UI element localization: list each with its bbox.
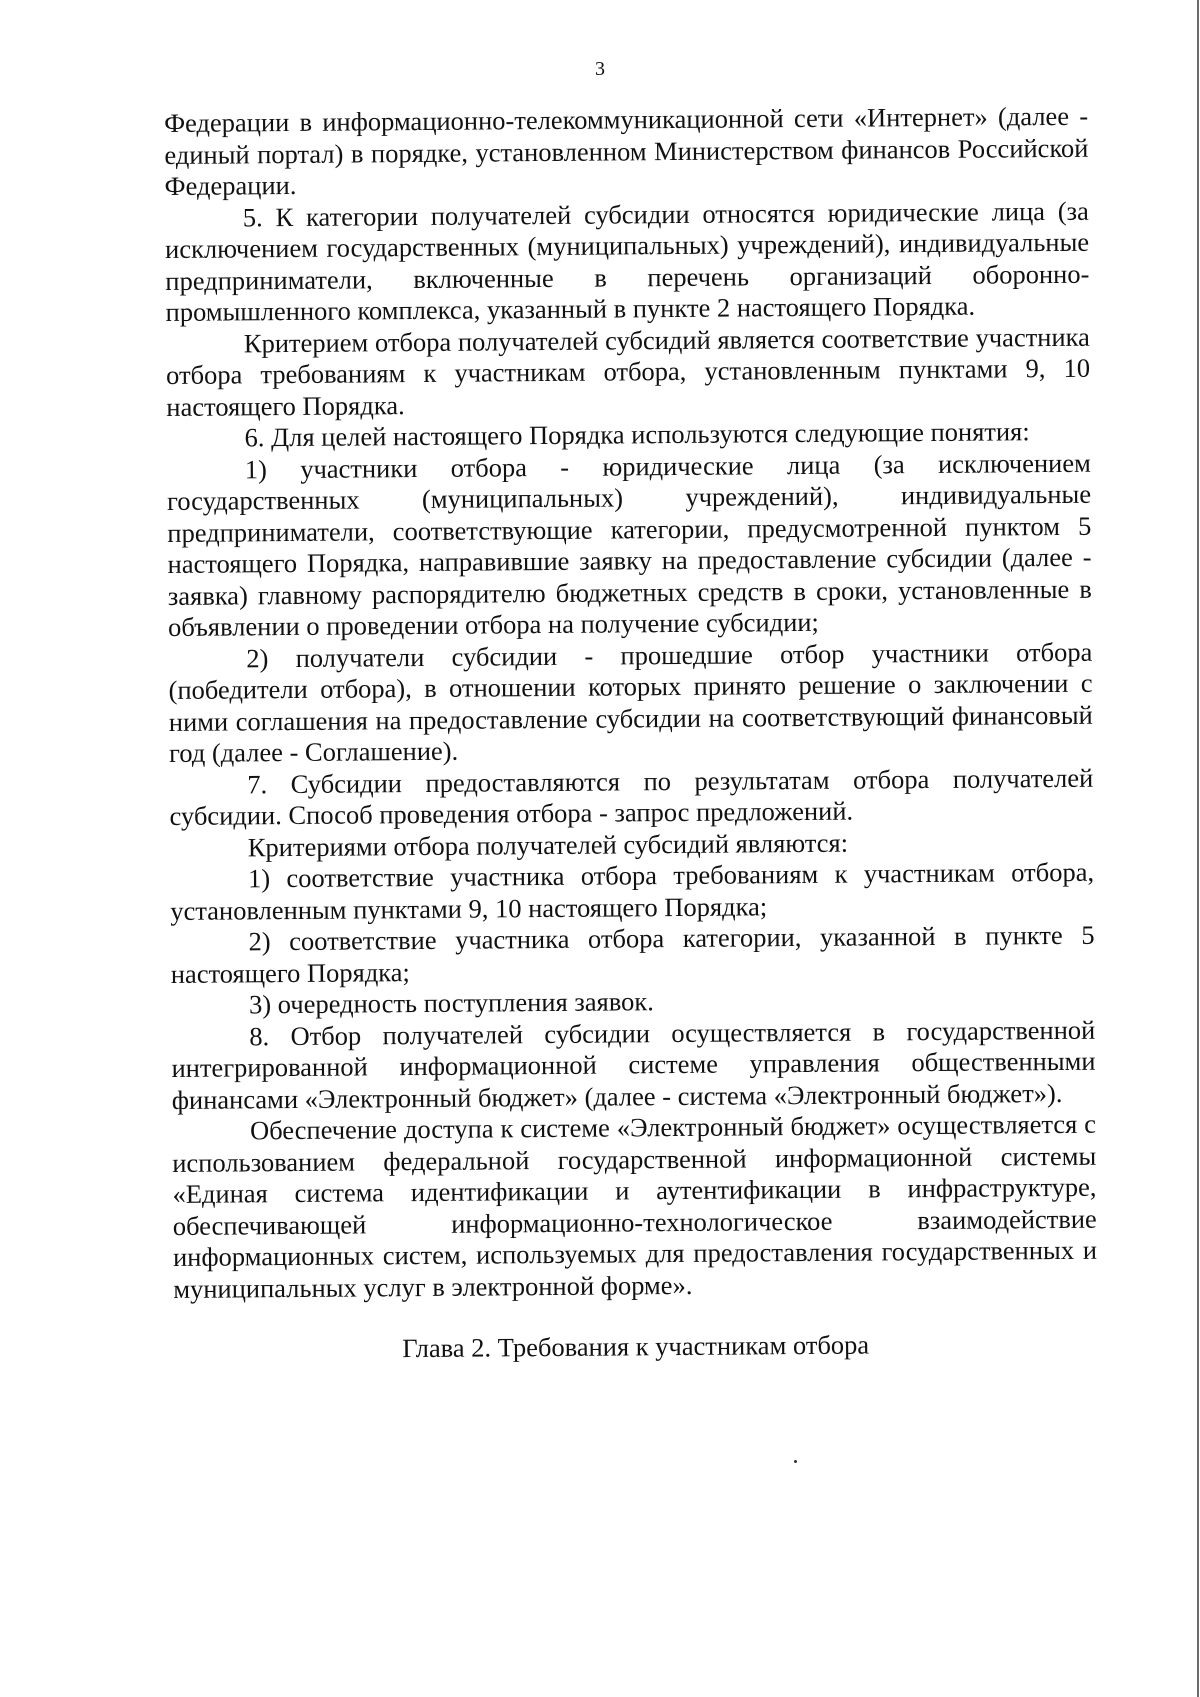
paragraph-criteria-2: 2) соответствие участника отбора категории, указанной в пункте 5 настоящего Порядка; <box>170 919 1095 989</box>
paragraph-access: Обеспечение доступа к системе «Электронный бюджет» осуществляется с использованием федеральной государственной информационной системы «Единая система идентификации и аутентификации в инфраструктуре, обеспечивающей информационно-технологическое взаимодействие информационных систем, используемых для предоставления государственных и муниципальных услуг в электронной форме». <box>172 1108 1098 1304</box>
paragraph-criteria-1: 1) соответствие участника отбора требованиям к участникам отбора, установленным пунктами 9, 10 настоящего Порядка; <box>170 856 1095 926</box>
scan-speck <box>794 1460 797 1463</box>
paragraph-item-6-2: 2) получатели субсидии - прошедшие отбор участники отбора (победители отбора), в отношении которых принято решение о заключении с ними соглашения на предоставление субсидии на соответствующий финансовый год (далее - Соглашение). <box>168 636 1093 768</box>
paragraph-criteria-3: 3) очередность поступления заявок. <box>248 986 654 1020</box>
paragraph-item-5: 5. К категории получателей субсидии относятся юридические лица (за исключением государственных (муниципальных) учреждений), индивидуальные предприниматели, включенные в перечень организаций оборонно-промышленного комплекса, указанный в пункте 2 настоящего Порядка. <box>164 195 1090 327</box>
scan-edge <box>1197 0 1199 1697</box>
paragraph-item-6-1: 1) участники отбора - юридические лица (за исключением государственных (муниципальных) учреждений), индивидуальные предприниматели, соответствующие категории, предусмотренной пунктом 5 настоящего Порядка, направившие заявку на предоставление субсидии (далее - заявка) главному распорядителю бюджетных средств в сроки, установленные в объявлении о проведении отбора на получение субсидии; <box>166 447 1092 642</box>
document-body <box>164 101 1098 1367</box>
paragraph-continuation: Федерации в информационно-телекоммуникационной сети «Интернет» (далее - единый портал) в порядке, установленном Министерством финансов Российской Федерации. <box>164 100 1089 201</box>
paragraph-selection-criterion: Критерием отбора получателей субсидий является соответствие участника отбора требованиям к участникам отбора, установленным пунктами 9, 10 настоящего Порядка. <box>165 321 1091 422</box>
page-number: 3 <box>595 58 605 80</box>
paragraph-item-8: 8. Отбор получателей субсидии осуществляется в государственной интегрированной информационной системе управления общественными финансами «Электронный бюджет» (далее - система «Электронный бюджет»). <box>171 1014 1096 1115</box>
paragraph-criteria-intro: Критериями отбора получателей субсидий являются: <box>247 827 849 862</box>
paragraph-item-6: 6. Для целей настоящего Порядка используются следующие понятия: <box>244 416 1030 453</box>
paragraph-item-7: 7. Субсидии предоставляются по результатам отбора получателей субсидии. Способ проведения отбора - запрос предложений. <box>169 762 1094 831</box>
chapter-heading: Глава 2. Требования к участникам отбора <box>402 1329 870 1364</box>
